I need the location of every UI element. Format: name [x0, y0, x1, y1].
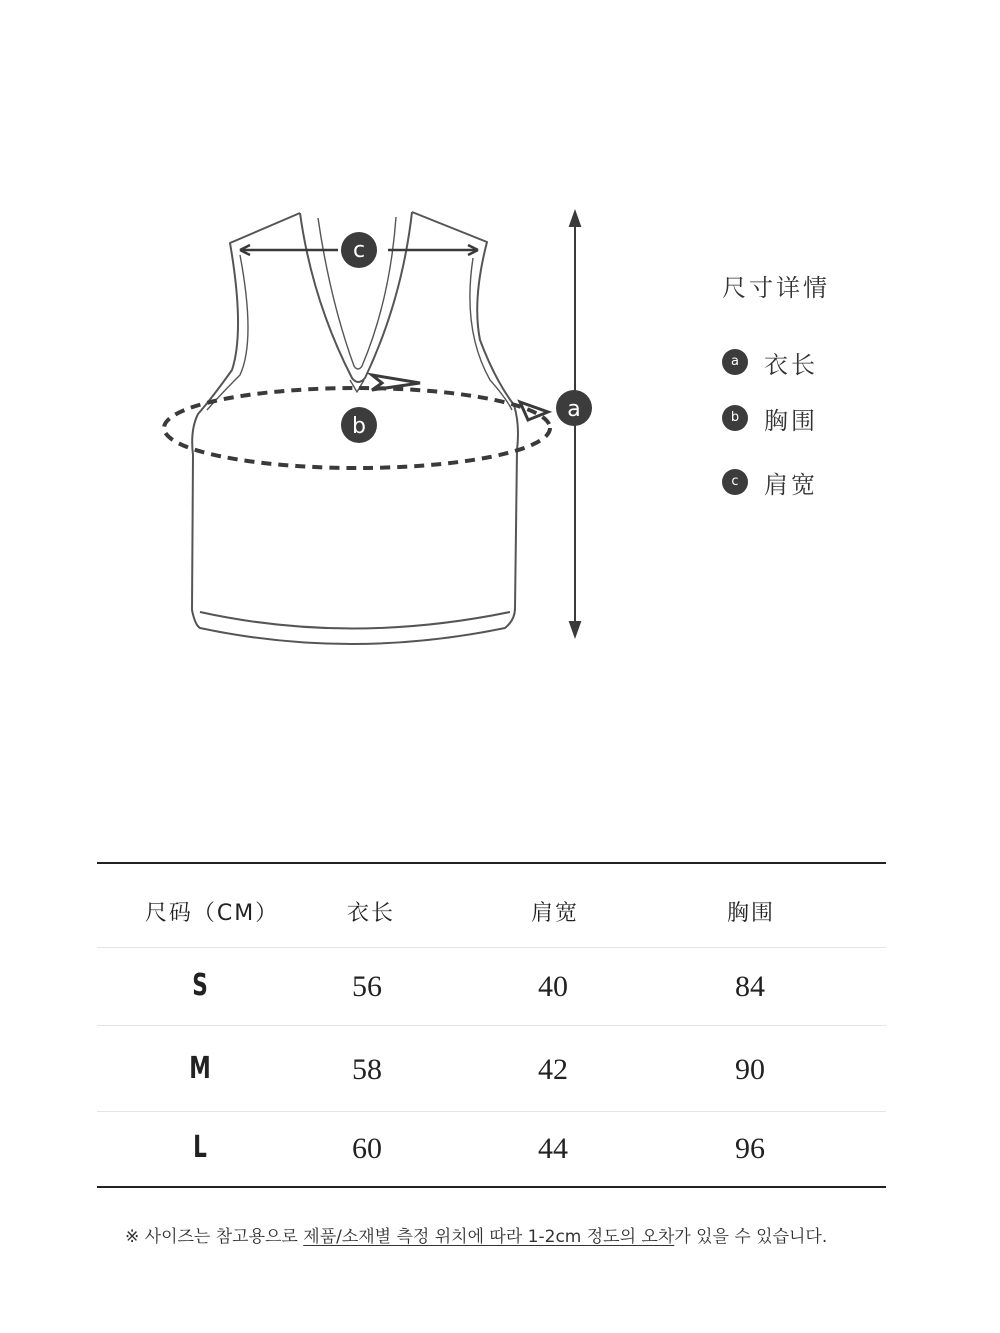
shoulder-cell: 44 — [538, 1132, 568, 1165]
footnote-prefix: ※ 사이즈는 참고용으로 — [125, 1227, 304, 1247]
measurement-footnote — [125, 1222, 885, 1247]
chest-cell: 84 — [735, 970, 765, 1003]
legend-badge-c: c — [722, 469, 748, 495]
header-length: 衣长 — [346, 901, 396, 926]
length-cell: 56 — [352, 970, 382, 1003]
table-bottom-rule — [97, 1186, 886, 1188]
legend-item-length — [722, 347, 942, 377]
legend-badge-a: a — [722, 349, 748, 375]
legend-item-shoulder — [722, 467, 942, 497]
marker-a-label: a — [567, 397, 581, 422]
footnote-suffix: 가 있을 수 있습니다. — [674, 1227, 828, 1247]
table-row-divider — [97, 947, 886, 948]
legend-label-length: 衣长 — [764, 350, 818, 379]
table-row-divider — [97, 1111, 886, 1112]
legend-title: 尺寸详情 — [722, 274, 830, 302]
header-shoulder: 肩宽 — [530, 901, 580, 926]
marker-a — [556, 390, 592, 426]
size-cell: L — [193, 1130, 207, 1165]
legend-label-chest: 胸围 — [764, 406, 818, 435]
legend-item-chest — [722, 403, 942, 433]
size-cell: M — [189, 1051, 211, 1086]
chest-cell: 96 — [735, 1132, 765, 1165]
shoulder-cell: 40 — [538, 970, 568, 1003]
marker-c-label: c — [352, 238, 366, 263]
legend-badge-b: b — [722, 405, 748, 431]
marker-b-label: b — [352, 414, 366, 439]
length-cell: 58 — [352, 1053, 382, 1086]
legend-label-shoulder: 肩宽 — [764, 470, 818, 499]
shoulder-cell: 42 — [538, 1053, 568, 1086]
size-cell: S — [192, 968, 208, 1003]
chest-cell: 90 — [735, 1053, 765, 1086]
header-size: 尺码（CM） — [144, 901, 280, 926]
header-chest: 胸围 — [726, 901, 776, 926]
length-cell: 60 — [352, 1132, 382, 1165]
marker-b — [341, 407, 377, 443]
size-detail-legend — [722, 268, 942, 497]
footnote-underlined: 제품/소재별 측정 위치에 따라 1-2cm 정도의 오차 — [303, 1227, 675, 1247]
table-top-rule — [97, 862, 886, 864]
chest-arrow-heads — [372, 375, 548, 420]
table-row-divider — [97, 1025, 886, 1026]
marker-c — [341, 232, 377, 268]
